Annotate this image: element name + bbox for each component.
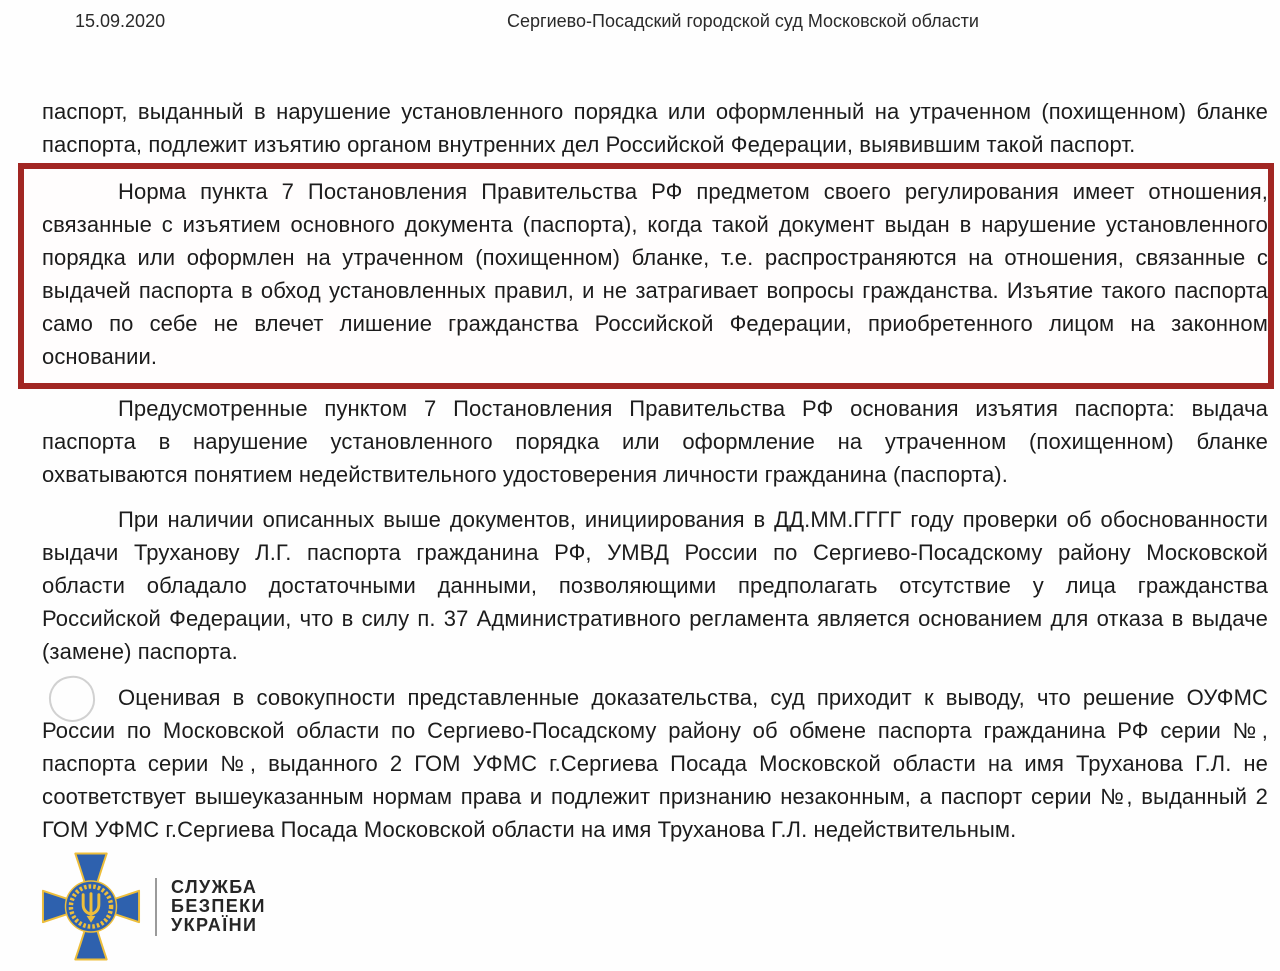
document-line: основании. bbox=[42, 344, 158, 369]
document-line: области обладало достаточными данными, позволяющими предполагать отсутствие у лица гражданства bbox=[42, 573, 1268, 598]
paragraph-conclusion bbox=[42, 681, 1268, 846]
sbu-emblem-icon bbox=[40, 850, 142, 963]
document-line: выдачи Труханову Л.Г. паспорта гражданина РФ, УМВД России по Сергиево-Посадскому району Московской bbox=[42, 540, 1268, 565]
document-line: Предусмотренные пунктом 7 Постановления Правительства РФ основания изъятия паспорта: выдача bbox=[118, 396, 1268, 421]
logo-text-line: БЕЗПЕКИ bbox=[171, 896, 266, 916]
document-line: паспорта, подлежит изъятию органом внутренних дел Российской Федерации, выявившим такой паспорт. bbox=[42, 132, 1136, 157]
document-line: паспорт, выданный в нарушение установленного порядка или оформленный на утраченном (похищенном) бланке bbox=[42, 99, 1268, 124]
document-line: само по себе не влечет лишение гражданства Российской Федерации, приобретенного лицом на законном bbox=[42, 311, 1268, 336]
logo-text-line: УКРАЇНИ bbox=[171, 915, 258, 935]
sbu-logo-text bbox=[171, 878, 266, 935]
document-line: охватываются понятием недействительного удостоверения личности гражданина (паспорта). bbox=[42, 462, 1008, 487]
document-line: Оценивая в совокупности представленные доказательства, суд приходит к выводу, что решение ОУФМС bbox=[118, 685, 1268, 710]
logo-separator bbox=[155, 878, 157, 936]
document-line: (замене) паспорта. bbox=[42, 639, 238, 664]
document-date: 15.09.2020 bbox=[75, 11, 166, 31]
paragraph-intro bbox=[42, 95, 1268, 161]
document-line: При наличии описанных выше документов, инициирования в ДД.ММ.ГГГГ году проверки об обоснованности bbox=[118, 507, 1268, 532]
document-line: порядка или оформлен на утраченном (похищенном) бланке, т.е. распространяются на отношения, связанные с bbox=[42, 245, 1268, 270]
document-line: связанные с изъятием основного документа (паспорта), когда такой документ выдан в нарушение установленного bbox=[42, 212, 1268, 237]
document-line: соответствует вышеуказанным нормам права и подлежит признанию незаконным, а паспорт серии №, выданный 2 bbox=[42, 784, 1268, 809]
document-line: России по Московской области по Сергиево-Посадскому району об обмене паспорта гражданина РФ серии №, bbox=[42, 718, 1268, 743]
paragraph-highlighted bbox=[42, 175, 1268, 373]
document-line: паспорта серии №, выданного 2 ГОМ УФМС г.Сергиева Посада Московской области на имя Труханова Г.Л. не bbox=[42, 751, 1268, 776]
document-line: паспорта в нарушение установленного порядка или оформление на утраченном (похищенном) бланке bbox=[42, 429, 1268, 454]
court-name-header: Сергиево-Посадский городской суд Московской области bbox=[507, 11, 979, 31]
sbu-logo bbox=[40, 850, 266, 963]
red-highlight-box bbox=[18, 163, 1274, 389]
paragraph-verification bbox=[42, 503, 1268, 668]
document-line: Норма пункта 7 Постановления Правительства РФ предметом своего регулирования имеет отношения, bbox=[118, 179, 1268, 204]
document-line: ГОМ УФМС г.Сергиева Посада Московской области на имя Труханова Г.Л. недействительным. bbox=[42, 817, 1017, 842]
document-line: выдачей паспорта в обход установленных правил, и не затрагивает вопросы гражданства. Изъятие такого паспорта bbox=[42, 278, 1268, 303]
logo-text-line: СЛУЖБА bbox=[171, 877, 258, 897]
document-line: Российской Федерации, что в силу п. 37 Административного регламента является основанием для отказа в выдаче bbox=[42, 606, 1268, 631]
paragraph-grounds bbox=[42, 392, 1268, 491]
